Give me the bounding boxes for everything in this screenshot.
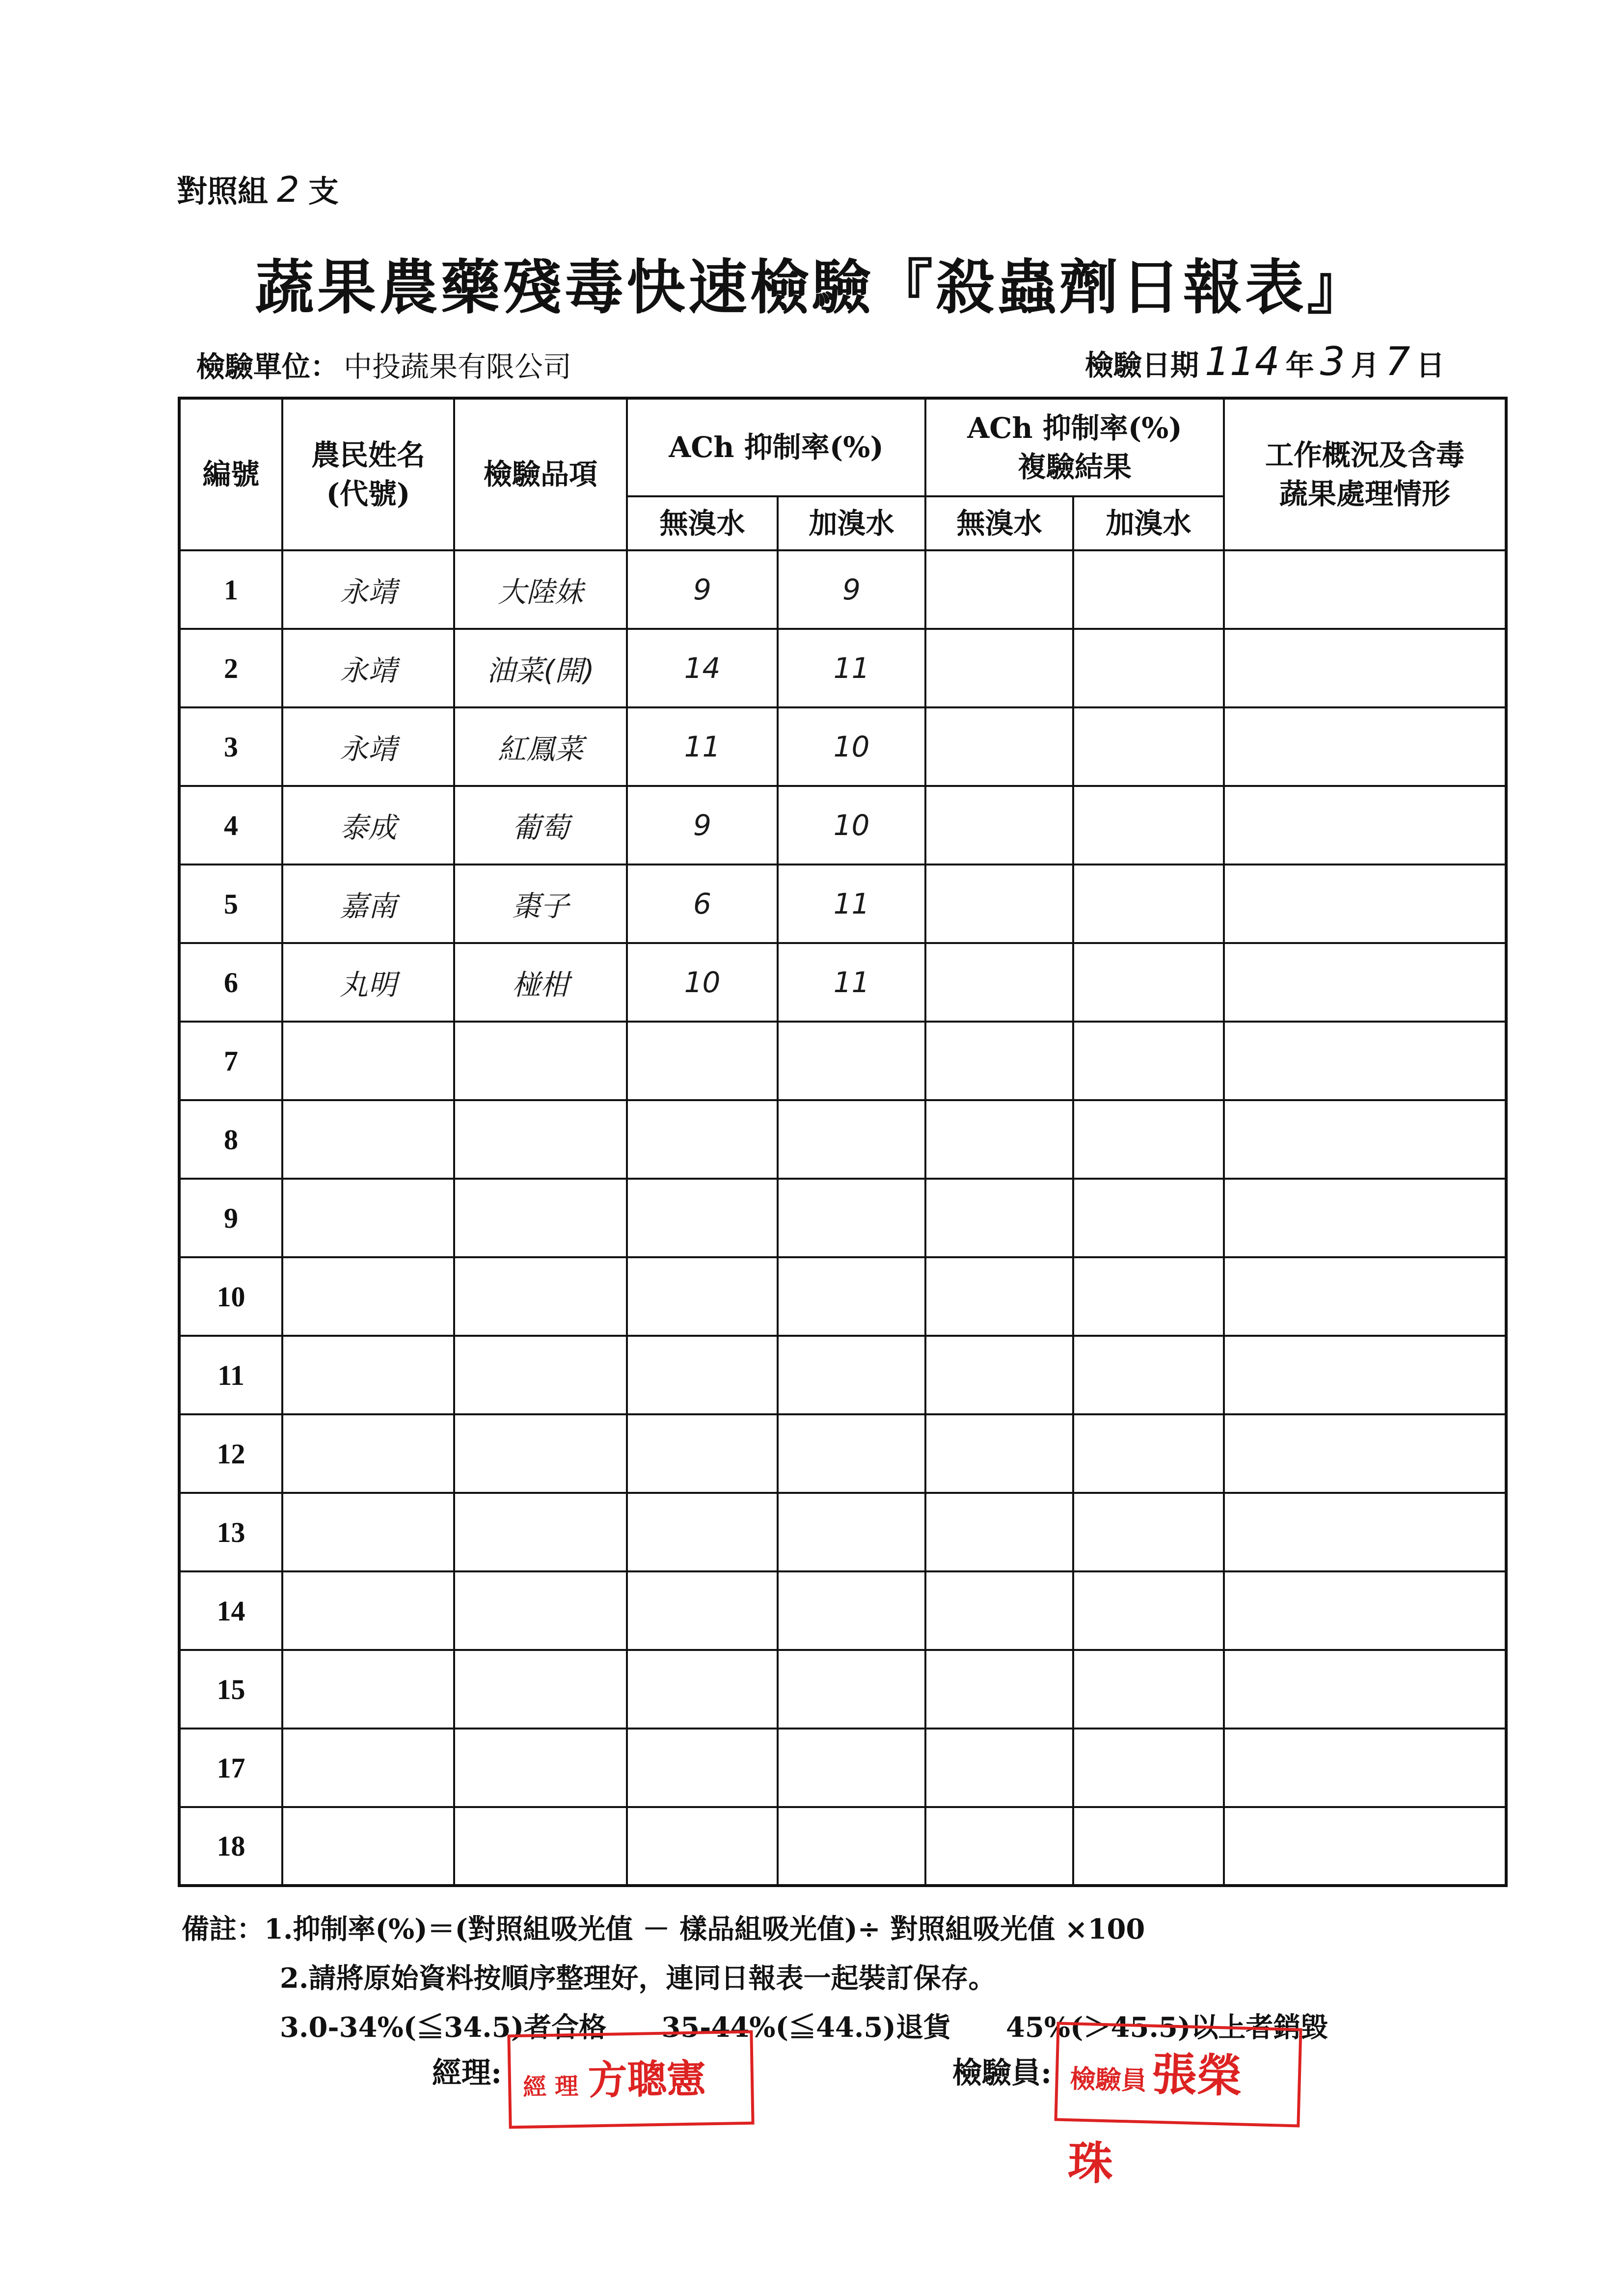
inspector-stamp-name: 張榮珠 [1067, 2047, 1243, 2190]
row-number: 3 [179, 707, 282, 786]
row-item: 大陸妹 [454, 550, 627, 629]
inspection-unit [196, 344, 571, 385]
header-farmer-code: (代號) [326, 477, 410, 511]
row-work-notes [1224, 629, 1506, 707]
row-item [454, 1414, 627, 1493]
header-item: 檢驗品項 [454, 398, 627, 550]
row-no-bromine [627, 1807, 778, 1886]
row-retest-with-bromine [1073, 550, 1224, 629]
row-retest-with-bromine [1073, 1729, 1224, 1807]
row-retest-no-bromine [925, 1257, 1073, 1336]
row-number: 8 [179, 1100, 282, 1179]
table-row [179, 943, 1506, 1022]
row-with-bromine [778, 1650, 925, 1729]
row-with-bromine [778, 1022, 925, 1100]
row-no-bromine [627, 1493, 778, 1571]
row-no-bromine [627, 1257, 778, 1336]
row-retest-with-bromine [1073, 1100, 1224, 1179]
table-row [179, 1336, 1506, 1414]
row-work-notes [1224, 550, 1506, 629]
control-group-label: 對照組 [177, 173, 269, 209]
manager-stamp [507, 2030, 754, 2129]
row-farmer [282, 1414, 454, 1493]
inspection-date [1085, 339, 1445, 384]
inspection-date-year: 114 [1205, 339, 1280, 384]
row-with-bromine [778, 1336, 925, 1414]
table-row [179, 1414, 1506, 1493]
row-item [454, 1257, 627, 1336]
row-retest-no-bromine [925, 1100, 1073, 1179]
table-row [179, 707, 1506, 786]
row-item [454, 1493, 627, 1571]
sub-header-retest-with-bromine: 加溴水 [1073, 496, 1224, 550]
table-row [179, 1493, 1506, 1571]
row-retest-no-bromine [925, 1571, 1073, 1650]
header-work-line2: 蔬果處理情形 [1279, 477, 1450, 511]
row-farmer: 永靖 [282, 629, 454, 707]
header-ach-retest-title: ACh 抑制率(%) [967, 411, 1182, 445]
row-item: 油菜(開) [454, 629, 627, 707]
row-work-notes [1224, 1571, 1506, 1650]
header-work-line1: 工作概況及含毒 [1265, 438, 1464, 472]
control-group-line [177, 167, 339, 211]
header-ach-retest [925, 398, 1224, 496]
row-work-notes [1224, 1729, 1506, 1807]
page-title: 蔬果農藥殘毒快速檢驗『殺蟲劑日報表』 [255, 253, 1369, 322]
row-number: 12 [179, 1414, 282, 1493]
row-farmer [282, 1179, 454, 1257]
row-retest-with-bromine [1073, 943, 1224, 1022]
row-item: 椪柑 [454, 943, 627, 1022]
table-row [179, 550, 1506, 629]
row-item [454, 1807, 627, 1886]
row-number: 5 [179, 864, 282, 943]
row-retest-with-bromine [1073, 1650, 1224, 1729]
table-row [179, 864, 1506, 943]
row-retest-with-bromine [1073, 629, 1224, 707]
row-with-bromine: 11 [778, 943, 925, 1022]
row-no-bromine: 10 [627, 943, 778, 1022]
row-retest-no-bromine [925, 1336, 1073, 1414]
row-no-bromine: 14 [627, 629, 778, 707]
row-number: 6 [179, 943, 282, 1022]
note-line-3: 3.0-34%(≦34.5)者合格 35-44%(≦44.5)退貨 45%(＞45.5)以上者銷毀 [280, 2011, 1328, 2044]
row-with-bromine [778, 1807, 925, 1886]
row-work-notes [1224, 1100, 1506, 1179]
row-item [454, 1022, 627, 1100]
inspection-unit-value: 中投蔬果有限公司 [344, 350, 572, 383]
row-no-bromine [627, 1729, 778, 1807]
row-number: 17 [179, 1729, 282, 1807]
table-row [179, 1807, 1506, 1886]
row-farmer [282, 1571, 454, 1650]
sub-header-retest-no-bromine: 無溴水 [925, 496, 1073, 550]
row-item [454, 1729, 627, 1807]
row-number: 9 [179, 1179, 282, 1257]
row-number: 7 [179, 1022, 282, 1100]
header-farmer-name: 農民姓名 [311, 438, 425, 472]
row-work-notes [1224, 1179, 1506, 1257]
row-retest-no-bromine [925, 1807, 1073, 1886]
inspector-stamp [1054, 2022, 1302, 2190]
row-farmer: 嘉南 [282, 864, 454, 943]
row-no-bromine [627, 1022, 778, 1100]
row-retest-no-bromine [925, 1493, 1073, 1571]
table-row [179, 1257, 1506, 1336]
row-retest-with-bromine [1073, 1022, 1224, 1100]
row-farmer: 永靖 [282, 707, 454, 786]
table-row [179, 786, 1506, 864]
row-no-bromine: 9 [627, 550, 778, 629]
row-work-notes [1224, 1493, 1506, 1571]
header-ach: ACh 抑制率(%) [627, 398, 925, 496]
row-farmer: 泰成 [282, 786, 454, 864]
inspection-date-label: 檢驗日期 [1085, 349, 1199, 382]
row-retest-with-bromine [1073, 707, 1224, 786]
row-no-bromine [627, 1650, 778, 1729]
row-farmer [282, 1336, 454, 1414]
row-number: 14 [179, 1571, 282, 1650]
row-with-bromine [778, 1179, 925, 1257]
row-no-bromine: 9 [627, 786, 778, 864]
header-ach-retest-sub: 複驗結果 [1017, 450, 1132, 484]
row-no-bromine [627, 1336, 778, 1414]
control-group-count: 2 [277, 169, 299, 210]
row-retest-with-bromine [1073, 864, 1224, 943]
inspection-date-day-suffix: 日 [1416, 349, 1445, 382]
row-item: 棗子 [454, 864, 627, 943]
row-work-notes [1224, 1257, 1506, 1336]
row-no-bromine: 11 [627, 707, 778, 786]
header-work [1224, 398, 1506, 550]
row-item: 葡萄 [454, 786, 627, 864]
inspector-signature-label: 檢驗員: [952, 2056, 1052, 2090]
row-item [454, 1650, 627, 1729]
sub-header-no-bromine: 無溴水 [627, 496, 778, 550]
table-row [179, 629, 1506, 707]
row-retest-no-bromine [925, 943, 1073, 1022]
row-work-notes [1224, 943, 1506, 1022]
row-item [454, 1571, 627, 1650]
row-no-bromine [627, 1100, 778, 1179]
table-row [179, 1100, 1506, 1179]
inspection-date-month: 3 [1320, 339, 1345, 384]
row-work-notes [1224, 1414, 1506, 1493]
row-farmer [282, 1807, 454, 1886]
row-farmer [282, 1493, 454, 1571]
row-retest-with-bromine [1073, 786, 1224, 864]
row-with-bromine: 9 [778, 550, 925, 629]
row-item: 紅鳳菜 [454, 707, 627, 786]
row-work-notes [1224, 1022, 1506, 1100]
row-number: 15 [179, 1650, 282, 1729]
row-retest-no-bromine [925, 1179, 1073, 1257]
row-retest-with-bromine [1073, 1257, 1224, 1336]
row-with-bromine: 11 [778, 629, 925, 707]
daily-report-table [178, 397, 1508, 1887]
row-with-bromine: 10 [778, 707, 925, 786]
header-farmer [282, 398, 454, 550]
row-retest-with-bromine [1073, 1493, 1224, 1571]
row-with-bromine [778, 1414, 925, 1493]
inspection-date-month-suffix: 月 [1351, 349, 1380, 382]
row-retest-with-bromine [1073, 1414, 1224, 1493]
row-work-notes [1224, 1807, 1506, 1886]
row-work-notes [1224, 1650, 1506, 1729]
inspection-unit-label: 檢驗單位： [196, 350, 339, 383]
inspection-date-day: 7 [1385, 339, 1410, 384]
row-retest-no-bromine [925, 1414, 1073, 1493]
header-no: 編號 [179, 398, 282, 550]
row-with-bromine: 11 [778, 864, 925, 943]
row-number: 18 [179, 1807, 282, 1886]
note-line-1: 備註：1.抑制率(%)＝(對照組吸光值 － 樣品組吸光值)÷ 對照組吸光值 ×100 [182, 1913, 1145, 1945]
row-no-bromine [627, 1414, 778, 1493]
row-number: 2 [179, 629, 282, 707]
row-retest-no-bromine [925, 707, 1073, 786]
table-row [179, 1179, 1506, 1257]
row-item [454, 1179, 627, 1257]
row-number: 10 [179, 1257, 282, 1336]
sub-header-with-bromine: 加溴水 [778, 496, 925, 550]
inspection-date-year-suffix: 年 [1285, 349, 1314, 382]
row-with-bromine [778, 1729, 925, 1807]
row-no-bromine [627, 1179, 778, 1257]
row-with-bromine [778, 1493, 925, 1571]
row-number: 13 [179, 1493, 282, 1571]
row-with-bromine [778, 1257, 925, 1336]
control-group-suffix: 支 [308, 173, 339, 209]
row-farmer: 永靖 [282, 550, 454, 629]
row-retest-no-bromine [925, 1729, 1073, 1807]
row-work-notes [1224, 1336, 1506, 1414]
row-work-notes [1224, 786, 1506, 864]
row-farmer [282, 1650, 454, 1729]
row-retest-no-bromine [925, 1022, 1073, 1100]
table-row [179, 1729, 1506, 1807]
row-number: 1 [179, 550, 282, 629]
row-with-bromine: 10 [778, 786, 925, 864]
row-number: 11 [179, 1336, 282, 1414]
manager-stamp-title: 經 理 [522, 2072, 579, 2101]
row-item [454, 1100, 627, 1179]
row-work-notes [1224, 864, 1506, 943]
row-farmer [282, 1100, 454, 1179]
row-with-bromine [778, 1100, 925, 1179]
row-no-bromine: 6 [627, 864, 778, 943]
row-farmer [282, 1022, 454, 1100]
row-retest-no-bromine [925, 1650, 1073, 1729]
row-farmer [282, 1729, 454, 1807]
row-farmer: 丸明 [282, 943, 454, 1022]
row-retest-with-bromine [1073, 1571, 1224, 1650]
table-row [179, 1571, 1506, 1650]
row-retest-with-bromine [1073, 1336, 1224, 1414]
row-retest-no-bromine [925, 864, 1073, 943]
row-with-bromine [778, 1571, 925, 1650]
row-retest-no-bromine [925, 786, 1073, 864]
row-number: 4 [179, 786, 282, 864]
row-retest-no-bromine [925, 629, 1073, 707]
row-retest-with-bromine [1073, 1179, 1224, 1257]
inspector-stamp-title: 檢驗員 [1069, 2064, 1147, 2096]
row-retest-no-bromine [925, 550, 1073, 629]
row-farmer [282, 1257, 454, 1336]
manager-signature-label: 經理: [432, 2056, 502, 2090]
note-line-2: 2.請將原始資料按順序整理好，連同日報表一起裝訂保存。 [280, 1962, 996, 1995]
table-row [179, 1022, 1506, 1100]
row-work-notes [1224, 707, 1506, 786]
row-item [454, 1336, 627, 1414]
table-row [179, 1650, 1506, 1729]
manager-stamp-name: 方聰憲 [587, 2055, 706, 2104]
row-no-bromine [627, 1571, 778, 1650]
row-retest-with-bromine [1073, 1807, 1224, 1886]
